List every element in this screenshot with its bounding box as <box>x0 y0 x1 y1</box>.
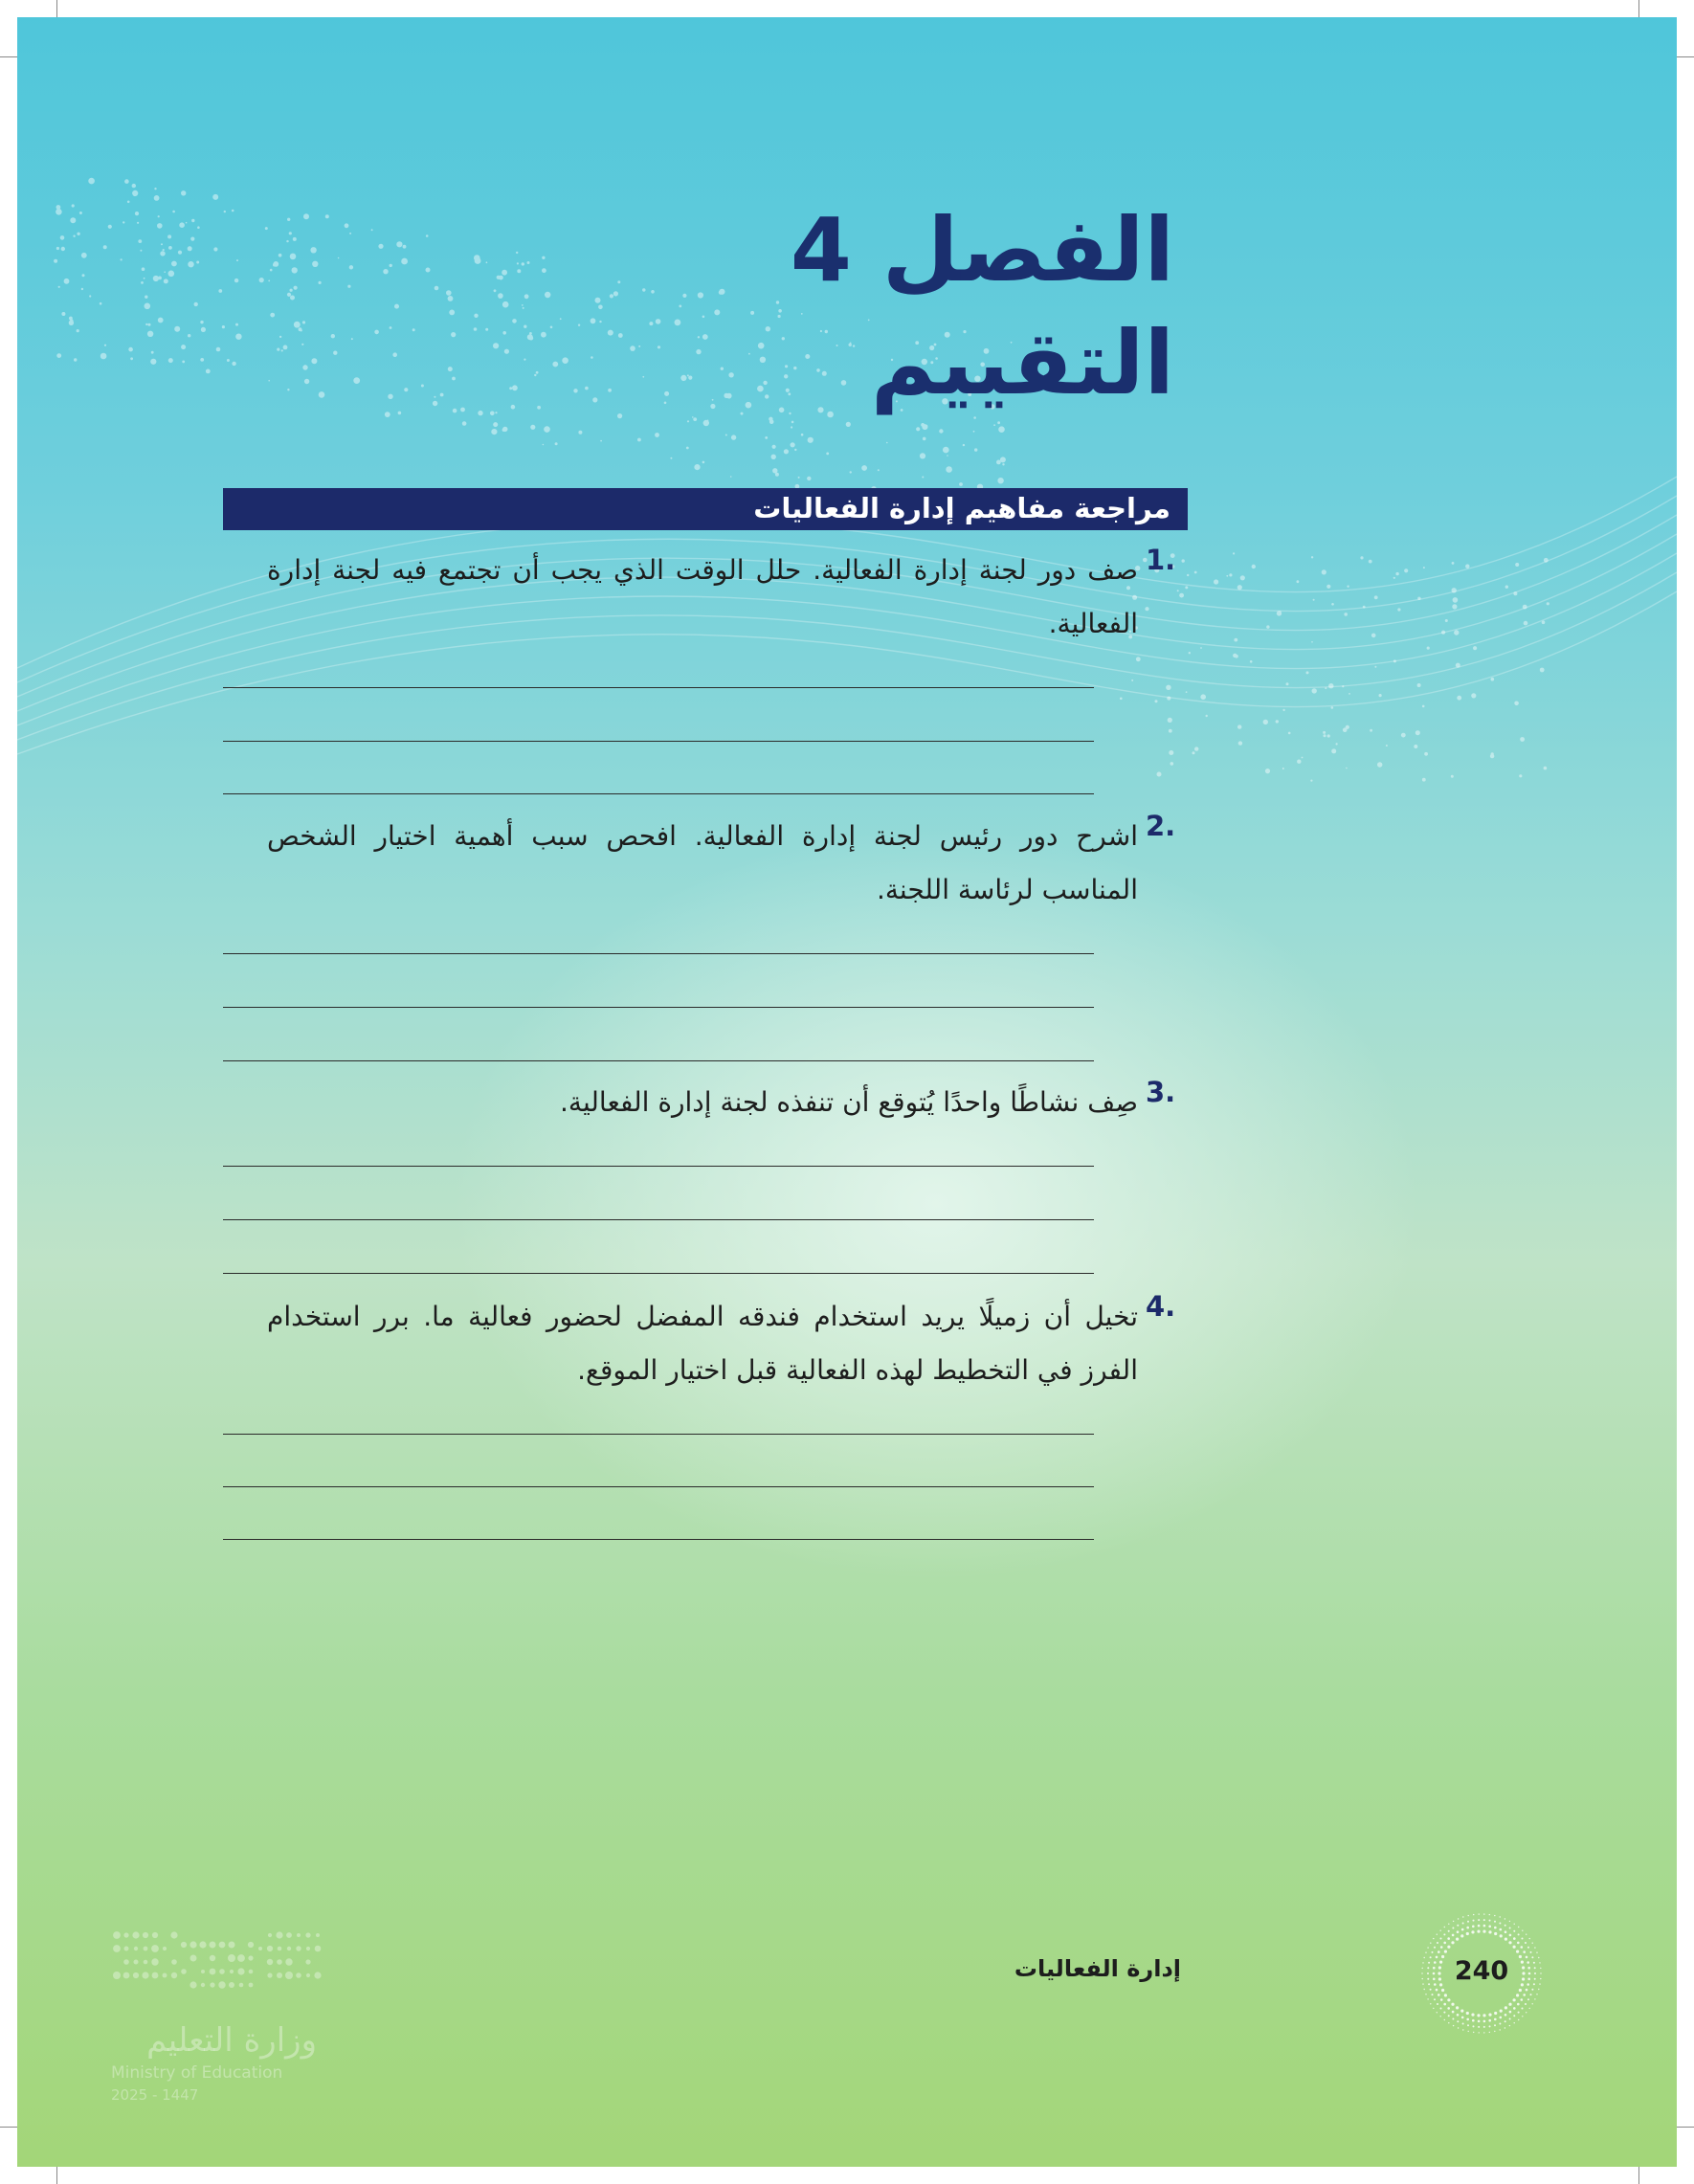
answer-line[interactable] <box>223 1219 1094 1220</box>
book-title: إدارة الفعاليات <box>1014 1955 1181 1982</box>
question-text: تخيل أن زميلًا يريد استخدام فندقه المفضل لحضور فعالية ما. برر استخدام الفرز في التخطيط لهذه الفعالية قبل اختيار الموقع. <box>267 1301 1138 1386</box>
chapter-heading <box>504 194 1174 420</box>
answer-line[interactable] <box>223 953 1094 954</box>
answer-line[interactable] <box>223 1539 1094 1540</box>
question-number: 1. <box>1146 544 1176 576</box>
answer-line[interactable] <box>223 793 1094 794</box>
chapter-number: الفصل 4 <box>790 199 1174 301</box>
question-3 <box>223 1076 1188 1286</box>
ministry-name-en: Ministry of Education <box>111 2063 283 2083</box>
page-number: 240 <box>1454 1956 1509 1986</box>
question-2 <box>223 810 1188 1068</box>
answer-line[interactable] <box>223 1486 1094 1487</box>
section-title: مراجعة مفاهيم إدارة الفعاليات <box>753 492 1170 524</box>
question-number: 3. <box>1146 1076 1176 1108</box>
question-1 <box>223 544 1188 802</box>
answer-line[interactable] <box>223 1007 1094 1008</box>
answer-line[interactable] <box>223 1434 1094 1435</box>
question-text: صِف نشاطًا واحدًا يُتوقع أن تنفذه لجنة إدارة الفعالية. <box>560 1086 1138 1118</box>
question-4 <box>223 1290 1188 1549</box>
workbook-page <box>17 17 1677 2167</box>
question-number: 2. <box>1146 810 1176 842</box>
answer-line[interactable] <box>223 687 1094 688</box>
answer-line[interactable] <box>223 1166 1094 1167</box>
ministry-watermark <box>111 1928 331 2109</box>
chapter-subtitle: التقييم <box>870 312 1174 414</box>
question-text: اشرح دور رئيس لجنة إدارة الفعالية. افحص سبب أهمية اختيار الشخص المناسب لرئاسة اللجنة. <box>267 820 1138 905</box>
question-number: 4. <box>1146 1290 1176 1323</box>
answer-line[interactable] <box>223 741 1094 742</box>
answer-line[interactable] <box>223 1060 1094 1061</box>
ministry-name-ar: وزارة التعليم <box>146 2021 317 2060</box>
section-header-bar <box>223 488 1188 530</box>
ministry-year: 2025 - 1447 <box>111 2086 199 2104</box>
ministry-logo-icon <box>111 1928 322 1995</box>
question-text: صف دور لجنة إدارة الفعالية. حلل الوقت الذي يجب أن تجتمع فيه لجنة إدارة الفعالية. <box>267 554 1138 639</box>
answer-line[interactable] <box>223 1273 1094 1274</box>
